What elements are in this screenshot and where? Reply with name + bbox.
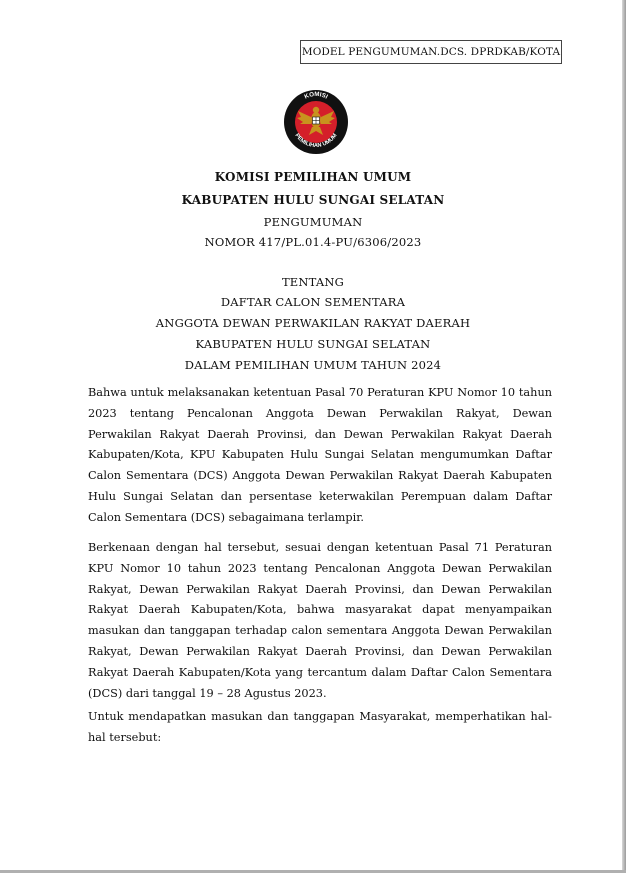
page-edge	[622, 0, 626, 873]
subject-line: ANGGOTA DEWAN PERWAKILAN RAKYAT DAERAH	[155, 316, 471, 330]
model-label-box	[300, 40, 562, 64]
body-paragraph: Bahwa untuk melaksanakan ketentuan Pasal 70 Peraturan KPU Nomor 10 tahun 2023 tentang Pencalonan Anggota Dewan Perwakilan Rakyat, Dewan Perwakilan Rakyat Daerah Provinsi, dan Dewan Perwakilan Rakyat Daerah Kabupaten/Kota, KPU Kabupaten Hulu Sungai Selatan mengumumkan Daftar Calon Sementara (DCS) Anggota Dewan Perwakilan Rakyat Daerah Kabupaten Hulu Sungai Selatan dan persentase keterwakilan Perempuan dalam Daftar Calon Sementara (DCS) sebagaimana terlampir.	[88, 386, 552, 524]
model-label: MODEL PENGUMUMAN.DCS. DPRDKAB/KOTA	[301, 46, 561, 58]
subject-heading: TENTANG	[281, 275, 345, 289]
body-paragraph: Berkenaan dengan hal tersebut, sesuai dengan ketentuan Pasal 71 Peraturan KPU Nomor 10 tahun 2023 tentang Pencalonan Anggota Dewan Perwakilan Rakyat, Dewan Perwakilan Rakyat Daerah Provinsi, dan Dewan Perwakilan Rakyat Daerah Kabupaten/Kota, bahwa masyarakat dapat menyampaikan masukan dan tanggapan terhadap calon sementara Anggota Dewan Perwakilan Rakyat, Dewan Perwakilan Rakyat Daerah Provinsi, dan Dewan Perwakilan Rakyat Daerah Kabupaten/Kota yang tercantum dalam Daftar Calon Sementara (DCS) dari tanggal 19 – 28 Agustus 2023.	[88, 541, 552, 700]
body-paragraph: Untuk mendapatkan masukan dan tanggapan Masyarakat, memperhatikan hal-hal tersebut:	[88, 710, 552, 744]
subject-line: DALAM PEMILIHAN UMUM TAHUN 2024	[184, 358, 442, 372]
org-region: KABUPATEN HULU SUNGAI SELATAN	[181, 193, 445, 207]
document-type: PENGUMUMAN	[263, 215, 363, 229]
subject-line: KABUPATEN HULU SUNGAI SELATAN	[195, 337, 431, 351]
document-number: NOMOR 417/PL.01.4-PU/6306/2023	[204, 235, 422, 249]
kpu-emblem-icon	[283, 87, 349, 163]
logo-top-text: KOMISI	[303, 90, 329, 101]
logo-bottom-text: PEMILIHAN UMUM	[293, 132, 339, 150]
subject-line: DAFTAR CALON SEMENTARA	[220, 295, 406, 309]
org-name: KOMISI PEMILIHAN UMUM	[214, 170, 412, 184]
